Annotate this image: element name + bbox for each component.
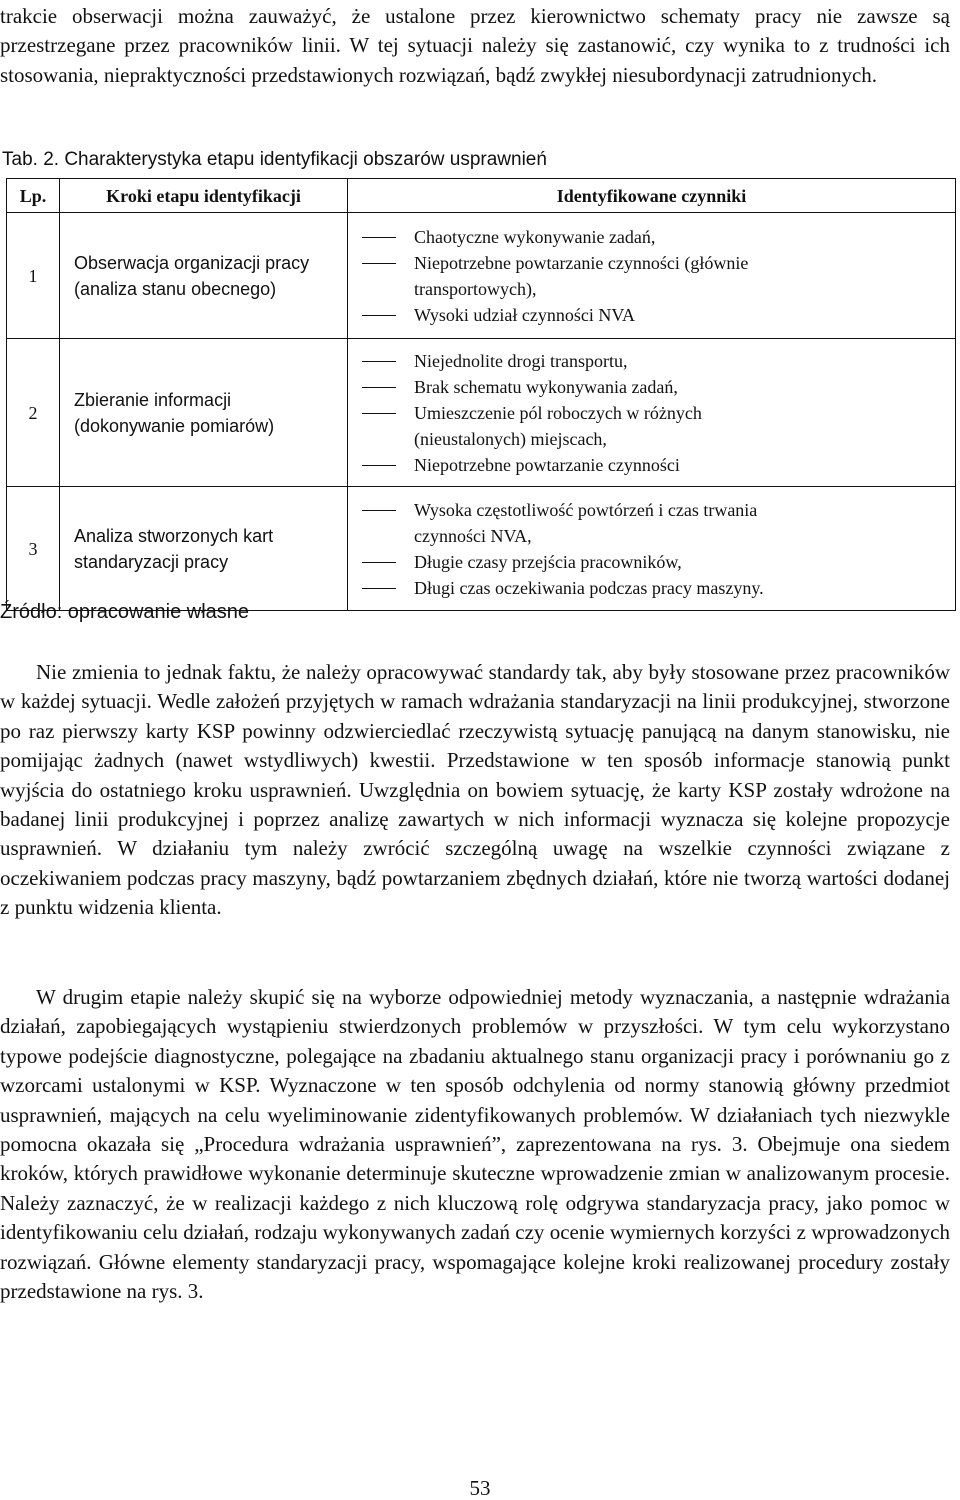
table-row [7,213,956,339]
factor-item: Umieszczenie pól roboczych w różnych [348,400,949,426]
factor-item: transportowych), [414,278,537,299]
factor-item: Wysoki udział czynności NVA [348,302,949,328]
factor-item: Długi czas oczekiwania podczas pracy maszyny. [348,575,949,601]
factors-cell [348,213,956,339]
step-name: Obserwacja organizacji pracy (analiza stanu obecnego) [60,213,348,339]
table-header-row [7,179,956,213]
factor-item: Niepotrzebne powtarzanie czynności (głównie [348,250,949,276]
factor-item: Niejednolite drogi transportu, [348,348,949,374]
page-number: 53 [469,1476,491,1500]
header-factors: Identyfikowane czynniki [348,179,956,213]
step-name: Analiza stworzonych kart standaryzacji pracy [60,487,348,611]
factor-item: (nieustalonych) miejscach, [414,428,607,449]
row-number: 3 [7,487,60,611]
body-paragraph: Nie zmienia to jednak faktu, że należy opracowywać standardy tak, aby były stosowane przez pracowników w każdej sytuacji. Wedle założeń przyjętych w ramach wdrażania standaryzacji na linii produkcyjnej, stworzone po raz pierwszy karty KSP powinny odzwierciedlać rzeczywistą sytuację panującą na danym stanowisku, nie pomijając żadnych (nawet wstydliwych) kwestii. Przedstawione w ten sposób informacje stanowią punkt wyjścia do ostatniego kroku usprawnień. Uwzględnia on bowiem sytuację, że karty KSP zostały wdrożone na badanej linii produkcyjnej i poprzez analizę zawartych w nich informacji wyznacza się kolejne propozycje usprawnień. W działaniu tym należy zwrócić szczególną uwagę na wszelkie czynności związane z oczekiwaniem podczas pracy maszyny, bądź powtarzaniem zbędnych działań, które nie tworzą wartości dodanej z punktu widzenia klienta. [0,660,950,920]
factor-item: Chaotyczne wykonywanie zadań, [348,224,949,250]
step-name: Zbieranie informacji (dokonywanie pomiarów) [60,339,348,487]
identification-table [6,178,956,611]
table-row [7,339,956,487]
factor-item: Wysoka częstotliwość powtórzeń i czas trwania [348,497,949,523]
header-lp: Lp. [7,179,60,213]
table-source: Źródło: opracowanie własne [0,601,250,623]
factors-cell [348,487,956,611]
factor-item: Długie czasy przejścia pracowników, [348,549,949,575]
header-steps: Kroki etapu identyfikacji [60,179,348,213]
table-caption: Tab. 2. Charakterystyka etapu identyfikacji obszarów usprawnień [2,149,547,170]
factor-item: Brak schematu wykonywania zadań, [348,374,949,400]
table-row [7,487,956,611]
body-paragraph: W drugim etapie należy skupić się na wyborze odpowiedniej metody wyznaczania, a następnie wdrażania działań, zapobiegających wystąpieniu stwierdzonych problemów w przyszłości. W tym celu wykorzystano typowe podejście diagnostyczne, polegające na zbadaniu aktualnego stanu organizacji pracy i porównaniu go z wzorcami ustalonymi w KSP. Wyznaczone w ten sposób odchylenia od normy stanowią główny przedmiot usprawnień, mających na celu wyeliminowanie zidentyfikowanych problemów. W działaniach tych niezwykle pomocna okazała się „Procedura wdrażania usprawnień”, zaprezentowana na rys. 3. Obejmuje ona siedem kroków, których prawidłowe wykonanie determinuje skuteczne wprowadzenie zmian w analizowanym procesie. Należy zaznaczyć, że w realizacji każdego z nich kluczową rolę odgrywa standaryzacja pracy, jako pomoc w identyfikowaniu celu działań, rodzaju wykonywanych zadań czy ocenie wymiernych korzyści z wprowadzonych rozwiązań. Główne elementy standaryzacji pracy, wspomagające kolejne kroki realizowanej procedury zostały przedstawione na rys. 3. [0,985,950,1304]
row-number: 2 [7,339,60,487]
intro-paragraph: trakcie obserwacji można zauważyć, że ustalone przez kierownictwo schematy pracy nie zawsze są przestrzegane przez pracowników linii. W tej sytuacji należy się zastanowić, czy wynika to z trudności ich stosowania, niepraktyczności przedstawionych rozwiązań, bądź zwykłej niesubordynacji zatrudnionych. [0,4,950,87]
factor-item: Niepotrzebne powtarzanie czynności [348,452,949,478]
row-number: 1 [7,213,60,339]
factor-item: czynności NVA, [414,525,532,546]
factors-cell [348,339,956,487]
